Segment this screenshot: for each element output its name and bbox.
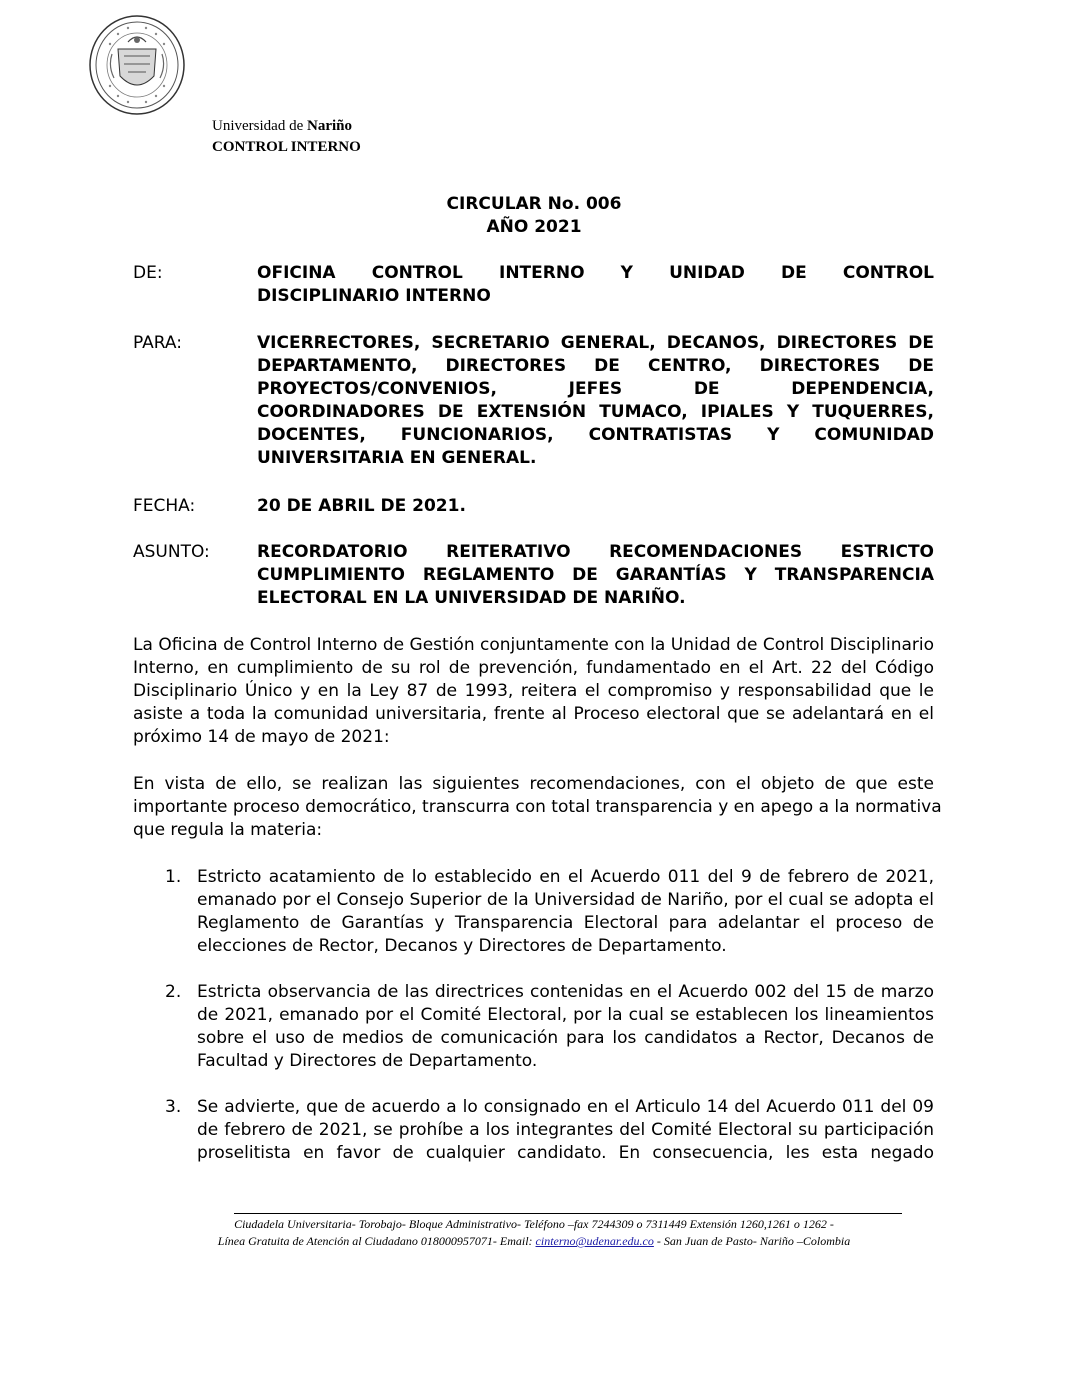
paragraph-line: En vista de ello, se realizan las siguientes recomendaciones, con el objeto de que este: [133, 774, 934, 794]
item-line: Se advierte, que de acuerdo a lo consignado en el Articulo 14 del Acuerdo 011 del 09: [197, 1097, 934, 1117]
footer-contact: [0, 1233, 1068, 1250]
item-line: Estricta observancia de las directrices contenidas en el Acuerdo 002 del 15 de marzo: [197, 982, 934, 1002]
body-paragraph-1: [133, 634, 934, 749]
item-line: Facultad y Directores de Departamento.: [197, 1051, 538, 1071]
list-item-number: 2.: [165, 982, 182, 1002]
body-paragraph-2: [133, 773, 942, 842]
item-line: emanado por el Consejo Superior de la Universidad de Nariño, por el cual se adopta el: [197, 890, 934, 910]
para-line: PROYECTOS/CONVENIOS, JEFES DE DEPENDENCIA,: [257, 379, 934, 399]
university-name: Universidad de Nariño: [212, 118, 352, 134]
item-line: elecciones de Rector, Decanos y Directores de Departamento.: [197, 936, 727, 956]
list-item-number: 1.: [165, 867, 182, 887]
paragraph-line: asiste a toda la comunidad universitaria, frente al Proceso electoral que se adelantará en el: [133, 704, 934, 724]
item-line: proselitista en favor de cualquier candidato. En consecuencia, les esta negado: [197, 1143, 934, 1163]
item-line: de 2021, emanado por el Comité Electoral, por la cual se establecen los lineamientos: [197, 1005, 934, 1025]
paragraph-line: próximo 14 de mayo de 2021:: [133, 727, 390, 747]
list-item: [197, 866, 934, 958]
list-item: [197, 1096, 934, 1165]
fecha-line: 20 DE ABRIL DE 2021.: [257, 496, 466, 516]
paragraph-line: Disciplinario Único y en la Ley 87 de 1993, reitera el compromiso y responsabilidad que le: [133, 681, 934, 701]
fecha-label: FECHA:: [133, 496, 196, 516]
asunto-label: ASUNTO:: [133, 542, 210, 562]
fecha-value: [257, 495, 934, 518]
asunto-line: ELECTORAL EN LA UNIVERSIDAD DE NARIÑO.: [257, 588, 686, 608]
item-line: Estricto acatamiento de lo establecido en el Acuerdo 011 del 9 de febrero de 2021,: [197, 867, 934, 887]
circular-year: AÑO 2021: [486, 217, 582, 237]
para-line: DOCENTES, FUNCIONARIOS, CONTRATISTAS Y COMUNIDAD: [257, 425, 934, 445]
asunto-value: [257, 541, 934, 610]
paragraph-line: Interno, en cumplimiento de su rol de prevención, fundamentado en el Art. 22 del Código: [133, 658, 934, 678]
footer-contact-prefix: Línea Gratuita de Atención al Ciudadano 018000957071- Email:: [217, 1234, 536, 1248]
asunto-line: RECORDATORIO REITERATIVO RECOMENDACIONES ESTRICTO: [257, 542, 934, 562]
para-line: COORDINADORES DE EXTENSIÓN TUMACO, IPIALES Y TUQUERRES,: [257, 402, 934, 422]
para-label: PARA:: [133, 333, 182, 353]
de-label: DE:: [133, 263, 163, 283]
de-value: [257, 262, 934, 308]
list-item-number: 3.: [165, 1097, 182, 1117]
footer-divider: [234, 1213, 902, 1214]
university-seal-logo: [88, 14, 186, 116]
department-name: CONTROL INTERNO: [212, 139, 361, 155]
list-item: [197, 981, 934, 1073]
de-line: DISCIPLINARIO INTERNO: [257, 286, 491, 306]
letterhead: [212, 116, 361, 158]
de-line: OFICINA CONTROL INTERNO Y UNIDAD DE CONTROL: [257, 263, 934, 283]
paragraph-line: La Oficina de Control Interno de Gestión conjuntamente con la Unidad de Control Disciplinario: [133, 635, 934, 655]
asunto-line: CUMPLIMIENTO REGLAMENTO DE GARANTÍAS Y TRANSPARENCIA: [257, 565, 934, 585]
footer-email-link[interactable]: cinterno@udenar.edu.co: [535, 1234, 654, 1248]
paragraph-line: que regula la materia:: [133, 820, 323, 840]
footer-address: Ciudadela Universitaria- Torobajo- Bloque Administrativo- Teléfono –fax 7244309 o 7311449 Extensión 1260,1261 o 1262 -: [234, 1217, 834, 1231]
item-line: sobre el uso de medios de comunicación para los candidatos a Rector, Decanos de: [197, 1028, 934, 1048]
para-line: UNIVERSITARIA EN GENERAL.: [257, 448, 537, 468]
item-line: Reglamento de Garantías y Transparencia Electoral para adelantar el proceso de: [197, 913, 934, 933]
paragraph-line: importante proceso democrático, transcurra con total transparencia y en apego a la normativa: [133, 797, 942, 817]
footer-contact-suffix: - San Juan de Pasto- Nariño –Colombia: [653, 1234, 851, 1248]
para-line: DEPARTAMENTO, DIRECTORES DE CENTRO, DIRECTORES DE: [257, 356, 934, 376]
item-line: de febrero de 2021, se prohíbe a los integrantes del Comité Electoral su participación: [197, 1120, 934, 1140]
para-value: [257, 332, 934, 470]
circular-number: CIRCULAR No. 006: [446, 194, 622, 214]
para-line: VICERRECTORES, SECRETARIO GENERAL, DECANOS, DIRECTORES DE: [257, 333, 934, 353]
